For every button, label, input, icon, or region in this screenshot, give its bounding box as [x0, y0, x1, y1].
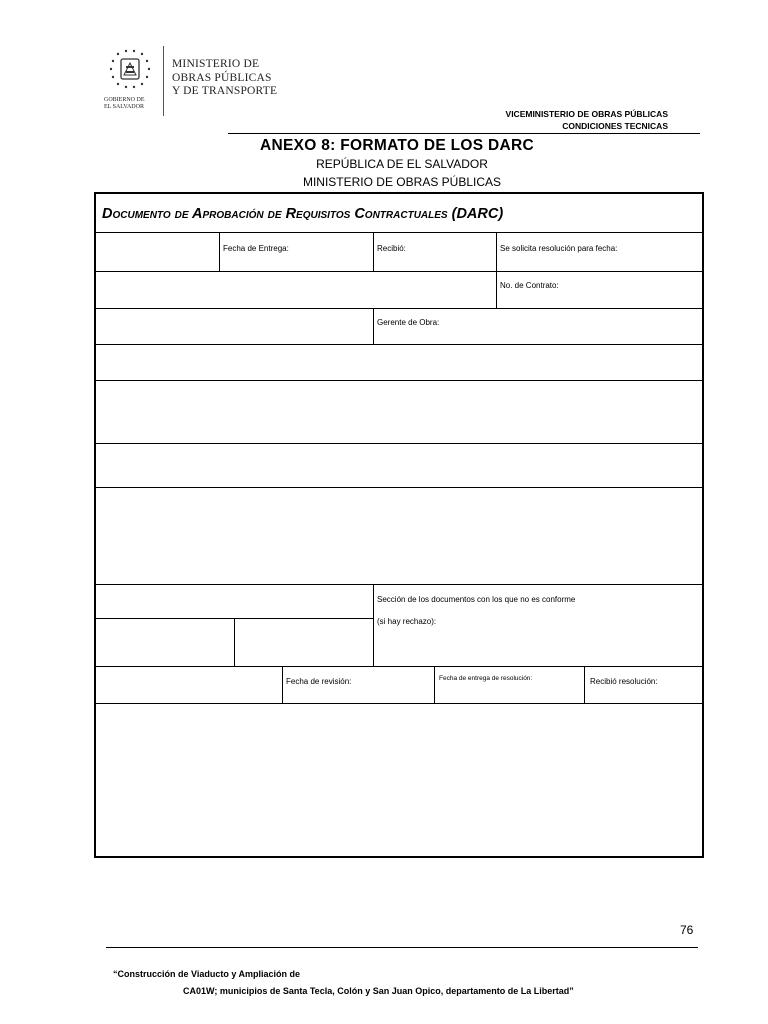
col-divider: [584, 666, 585, 703]
col-divider: [219, 232, 220, 271]
logo-caption-line-1: GOBIERNO DE: [104, 97, 145, 103]
resolution-delivery-date-label: Fecha de entrega de resolución:: [439, 675, 533, 682]
logo-caption-line-2: EL SALVADOR: [104, 104, 144, 110]
row-divider: [96, 487, 702, 488]
row-divider: [96, 380, 702, 381]
form-title-text: Documento de Aprobación de Requisitos Contractuales (DARC): [102, 206, 504, 222]
if-rejected-label: (si hay rechazo):: [377, 617, 437, 626]
col-divider: [373, 584, 374, 666]
resolution-received-label: Recibió resolución:: [590, 677, 658, 686]
col-divider: [373, 308, 374, 344]
ministry-line-3: Y DE TRANSPORTE: [172, 85, 278, 97]
row-divider: [96, 271, 702, 272]
row-divider: [96, 666, 702, 667]
contract-no-label: No. de Contrato:: [500, 281, 559, 290]
row-divider: [96, 703, 702, 704]
header-right: [506, 108, 668, 132]
ministry-line-1: MINISTERIO DE: [172, 58, 260, 70]
footer-line-1: “Construcción de Viaducto y Ampliación de: [113, 969, 301, 979]
nonconforming-section-label: Sección de los documentos con los que no es conforme: [377, 595, 576, 604]
footer-line-2: CA01W; municipios de Santa Tecla, Colón y San Juan Opico, departamento de La Libertad”: [183, 986, 574, 996]
received-label: Recibió:: [377, 244, 406, 253]
darc-form: [94, 192, 704, 858]
col-divider: [373, 232, 374, 271]
row-divider: [96, 443, 702, 444]
country-subtitle: REPÚBLICA DE EL SALVADOR: [316, 157, 488, 171]
row-divider: [96, 344, 702, 345]
review-date-label: Fecha de revisión:: [286, 677, 352, 686]
section-name: CONDICIONES TECNICAS: [562, 121, 668, 131]
page-number: 76: [680, 923, 694, 937]
row-divider: [96, 232, 702, 233]
resolution-requested-label: Se solicita resolución para fecha:: [500, 244, 618, 253]
ministry-line-2: OBRAS PÚBLICAS: [172, 71, 272, 84]
vice-ministry: VICEMINISTERIO DE OBRAS PÚBLICAS: [505, 109, 668, 119]
header-rule: [228, 133, 700, 134]
delivery-date-label: Fecha de Entrega:: [223, 244, 289, 253]
footer-rule: [106, 947, 698, 948]
ministry-name: [172, 58, 277, 99]
works-manager-label: Gerente de Obra:: [377, 318, 440, 327]
row-divider: [96, 584, 702, 585]
row-divider: [96, 308, 702, 309]
col-divider: [282, 666, 283, 703]
form-title: [102, 206, 503, 222]
col-divider: [234, 618, 235, 666]
ministry-subtitle: MINISTERIO DE OBRAS PÚBLICAS: [302, 175, 502, 189]
col-divider: [434, 666, 435, 703]
annex-title: ANEXO 8: FORMATO DE LOS DARC: [260, 137, 534, 154]
logo-divider: [163, 46, 164, 116]
col-divider: [496, 232, 497, 308]
